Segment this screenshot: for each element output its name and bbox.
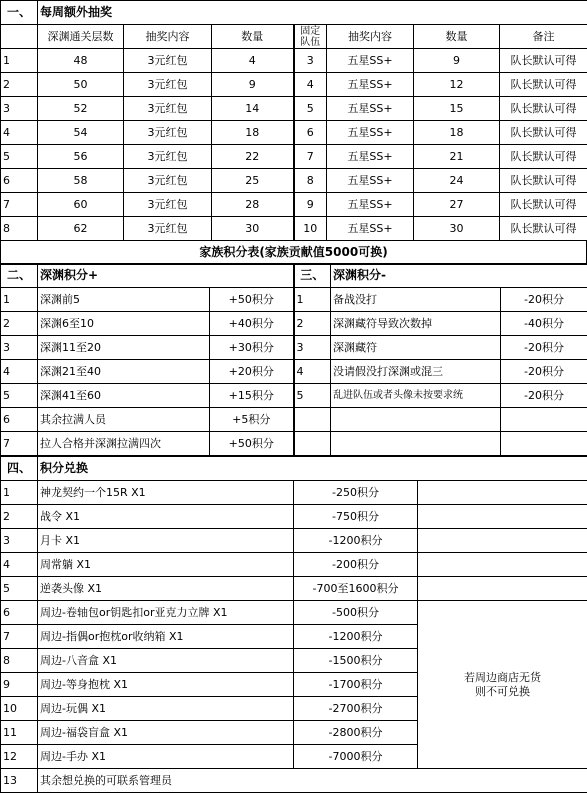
exchange-item: 逆袭头像 X1: [38, 577, 294, 601]
row-index: 3: [294, 336, 331, 360]
remark: 队长默认可得: [500, 49, 587, 73]
row-index: 9: [1, 673, 38, 697]
row-index: 1: [1, 288, 38, 312]
abyss-level: 56: [38, 145, 124, 169]
exchange-item: 月卡 X1: [38, 529, 294, 553]
remark: 队长默认可得: [500, 217, 587, 241]
abyss-rank: 深渊11至20: [38, 336, 210, 360]
prize-content: 3元红包: [124, 73, 212, 97]
points-cost: -7000积分: [294, 745, 418, 769]
col-header: 抽奖内容: [124, 25, 212, 49]
points-cost: -1700积分: [294, 673, 418, 697]
fixed-team: 7: [294, 145, 327, 169]
table-row: [1, 505, 587, 529]
prize-quantity: 25: [212, 169, 294, 193]
stock-note-line: 则不可兑换: [475, 684, 530, 698]
points-cost: -1500积分: [294, 649, 418, 673]
exchange-item: 周边-指偶or抱枕or收纳箱 X1: [38, 625, 294, 649]
fixed-team: 3: [294, 49, 327, 73]
empty-cell: [418, 577, 587, 601]
table-row: [1, 169, 587, 193]
prize-content: 3元红包: [124, 193, 212, 217]
table-row: [1, 336, 587, 360]
points-bonus: +20积分: [210, 360, 294, 384]
exchange-item: 周边-等身抱枕 X1: [38, 673, 294, 697]
section-number: 四、: [1, 457, 38, 481]
exchange-item: 周边-福袋盲盒 X1: [38, 721, 294, 745]
row-index: 1: [294, 288, 331, 312]
prize-content: 五星SS+: [327, 169, 414, 193]
stock-note: [418, 601, 587, 769]
row-index: 2: [294, 312, 331, 336]
points-penalty: [501, 432, 587, 456]
penalty-reason: 没请假没打深渊或混三: [331, 360, 501, 384]
empty-cell: [418, 481, 587, 505]
exchange-item: 周常躺 X1: [38, 553, 294, 577]
prize-quantity: 9: [212, 73, 294, 97]
abyss-level: 52: [38, 97, 124, 121]
abyss-level: 48: [38, 49, 124, 73]
prize-quantity: 28: [212, 193, 294, 217]
col-header: 固定队伍: [294, 25, 327, 49]
row-index: 7: [1, 432, 38, 456]
prize-quantity: 30: [414, 217, 500, 241]
points-bonus: +5积分: [210, 408, 294, 432]
exchange-item: 战令 X1: [38, 505, 294, 529]
abyss-level: 50: [38, 73, 124, 97]
prize-content: 3元红包: [124, 97, 212, 121]
points-bonus: +15积分: [210, 384, 294, 408]
points-bonus: +40积分: [210, 312, 294, 336]
row-index: 3: [1, 97, 38, 121]
points-bonus: +50积分: [210, 432, 294, 456]
section-title: 积分兑换: [38, 457, 587, 481]
exchange-item: 周边-八音盒 X1: [38, 649, 294, 673]
abyss-level: 62: [38, 217, 124, 241]
col-header: 深渊通关层数: [38, 25, 124, 49]
points-cost: -1200积分: [294, 529, 418, 553]
points-exchange-table: [0, 456, 587, 793]
penalty-reason: 备战没打: [331, 288, 501, 312]
row-index: 5: [294, 384, 331, 408]
row-index: 2: [1, 505, 38, 529]
points-cost: -1200积分: [294, 625, 418, 649]
row-index: 4: [1, 360, 38, 384]
table-row: [1, 193, 587, 217]
row-index: 5: [1, 577, 38, 601]
table-row: [1, 481, 587, 505]
fixed-team: 4: [294, 73, 327, 97]
prize-quantity: 18: [212, 121, 294, 145]
stock-note-line: 若周边商店无货: [464, 670, 541, 684]
remark: 队长默认可得: [500, 193, 587, 217]
fixed-team: 10: [294, 217, 327, 241]
section-title: 深渊积分+: [38, 264, 294, 288]
abyss-rank: 深渊前5: [38, 288, 210, 312]
prize-content: 五星SS+: [327, 193, 414, 217]
section-title: 每周额外抽奖: [38, 1, 587, 25]
abyss-level: 60: [38, 193, 124, 217]
table-row: [1, 217, 587, 241]
table-row: [1, 384, 587, 408]
table-row: [1, 553, 587, 577]
row-index: 13: [1, 769, 38, 793]
fixed-team: 8: [294, 169, 327, 193]
prize-quantity: 12: [414, 73, 500, 97]
col-header: 数量: [414, 25, 500, 49]
col-header: 备注: [500, 25, 587, 49]
prize-content: 五星SS+: [327, 145, 414, 169]
prize-content: 五星SS+: [327, 217, 414, 241]
section-title: 深渊积分-: [331, 264, 587, 288]
prize-quantity: 27: [414, 193, 500, 217]
exchange-item: 周边-手办 X1: [38, 745, 294, 769]
abyss-level: 58: [38, 169, 124, 193]
table-row: [1, 529, 587, 553]
prize-content: 五星SS+: [327, 49, 414, 73]
prize-quantity: 4: [212, 49, 294, 73]
empty-cell: [418, 505, 587, 529]
prize-quantity: 14: [212, 97, 294, 121]
col-header: 抽奖内容: [327, 25, 414, 49]
section-number: 三、: [294, 264, 331, 288]
prize-content: 3元红包: [124, 121, 212, 145]
points-penalty: -20积分: [501, 384, 587, 408]
abyss-rank: 深渊6至10: [38, 312, 210, 336]
prize-quantity: 30: [212, 217, 294, 241]
section-number: 一、: [1, 1, 38, 25]
table-row: [1, 577, 587, 601]
row-index: 2: [1, 73, 38, 97]
row-index: [294, 408, 331, 432]
weekly-lottery-table: [0, 0, 587, 241]
prize-quantity: 21: [414, 145, 500, 169]
points-penalty: -20积分: [501, 336, 587, 360]
points-penalty: -40积分: [501, 312, 587, 336]
penalty-reason: 深渊藏符导致次数掉: [331, 312, 501, 336]
empty-cell: [418, 553, 587, 577]
row-index: 2: [1, 312, 38, 336]
row-index: 5: [1, 384, 38, 408]
points-cost: -250积分: [294, 481, 418, 505]
exchange-item: 其余想兑换的可联系管理员: [38, 769, 587, 793]
remark: 队长默认可得: [500, 73, 587, 97]
row-index: 5: [1, 145, 38, 169]
penalty-reason: [331, 432, 501, 456]
table-row: [1, 360, 587, 384]
row-index: 11: [1, 721, 38, 745]
table-row: [1, 121, 587, 145]
family-points-title: 家族积分表(家族贡献值5000可换): [1, 241, 587, 265]
table-row: [1, 601, 587, 625]
abyss-rank: 深渊21至40: [38, 360, 210, 384]
prize-content: 五星SS+: [327, 97, 414, 121]
prize-content: 五星SS+: [327, 121, 414, 145]
remark: 队长默认可得: [500, 169, 587, 193]
remark: 队长默认可得: [500, 97, 587, 121]
row-index: 7: [1, 625, 38, 649]
table-row: [1, 145, 587, 169]
prize-content: 3元红包: [124, 169, 212, 193]
table-row: [1, 49, 587, 73]
points-cost: -700至1600积分: [294, 577, 418, 601]
prize-content: 五星SS+: [327, 73, 414, 97]
abyss-level: 54: [38, 121, 124, 145]
row-index: 10: [1, 697, 38, 721]
prize-quantity: 22: [212, 145, 294, 169]
empty-cell: [418, 529, 587, 553]
row-index: 6: [1, 408, 38, 432]
row-index: 8: [1, 649, 38, 673]
exchange-item: 神龙契约一个15R X1: [38, 481, 294, 505]
section-number: 二、: [1, 264, 38, 288]
row-index: 3: [1, 336, 38, 360]
row-index: 6: [1, 169, 38, 193]
prize-content: 3元红包: [124, 217, 212, 241]
table-row: [1, 432, 587, 456]
points-penalty: [501, 408, 587, 432]
table-row: [1, 288, 587, 312]
row-index: 4: [294, 360, 331, 384]
points-cost: -200积分: [294, 553, 418, 577]
abyss-points-table: [0, 263, 587, 456]
points-bonus: +50积分: [210, 288, 294, 312]
table-row: [1, 769, 587, 793]
prize-quantity: 18: [414, 121, 500, 145]
penalty-reason: 深渊藏符: [331, 336, 501, 360]
points-penalty: -20积分: [501, 288, 587, 312]
table-row: [1, 97, 587, 121]
points-cost: -750积分: [294, 505, 418, 529]
prize-quantity: 9: [414, 49, 500, 73]
row-index: 4: [1, 121, 38, 145]
prize-content: 3元红包: [124, 49, 212, 73]
points-cost: -2700积分: [294, 697, 418, 721]
penalty-reason: 乱进队伍或者头像未按要求统: [331, 384, 501, 408]
prize-content: 3元红包: [124, 145, 212, 169]
exchange-item: 周边-卷轴包or钥匙扣or亚克力立牌 X1: [38, 601, 294, 625]
prize-quantity: 15: [414, 97, 500, 121]
prize-quantity: 24: [414, 169, 500, 193]
abyss-rank: 深渊41至60: [38, 384, 210, 408]
row-index: 6: [1, 601, 38, 625]
points-cost: -2800积分: [294, 721, 418, 745]
row-index: 3: [1, 529, 38, 553]
remark: 队长默认可得: [500, 145, 587, 169]
table-row: [1, 73, 587, 97]
points-penalty: -20积分: [501, 360, 587, 384]
family-title-table: [0, 240, 587, 265]
col-header: 数量: [212, 25, 294, 49]
penalty-reason: [331, 408, 501, 432]
row-index: 1: [1, 481, 38, 505]
exchange-item: 周边-玩偶 X1: [38, 697, 294, 721]
points-bonus: +30积分: [210, 336, 294, 360]
fixed-team: 9: [294, 193, 327, 217]
points-cost: -500积分: [294, 601, 418, 625]
row-index: [294, 432, 331, 456]
abyss-rank: 其余拉满人员: [38, 408, 210, 432]
row-index: 1: [1, 49, 38, 73]
row-index: 8: [1, 217, 38, 241]
row-index: 4: [1, 553, 38, 577]
table-row: [1, 312, 587, 336]
fixed-team: 5: [294, 97, 327, 121]
row-index: 7: [1, 193, 38, 217]
remark: 队长默认可得: [500, 121, 587, 145]
fixed-team: 6: [294, 121, 327, 145]
abyss-rank: 拉人合格并深渊拉满四次: [38, 432, 210, 456]
table-row: [1, 408, 587, 432]
row-index: 12: [1, 745, 38, 769]
